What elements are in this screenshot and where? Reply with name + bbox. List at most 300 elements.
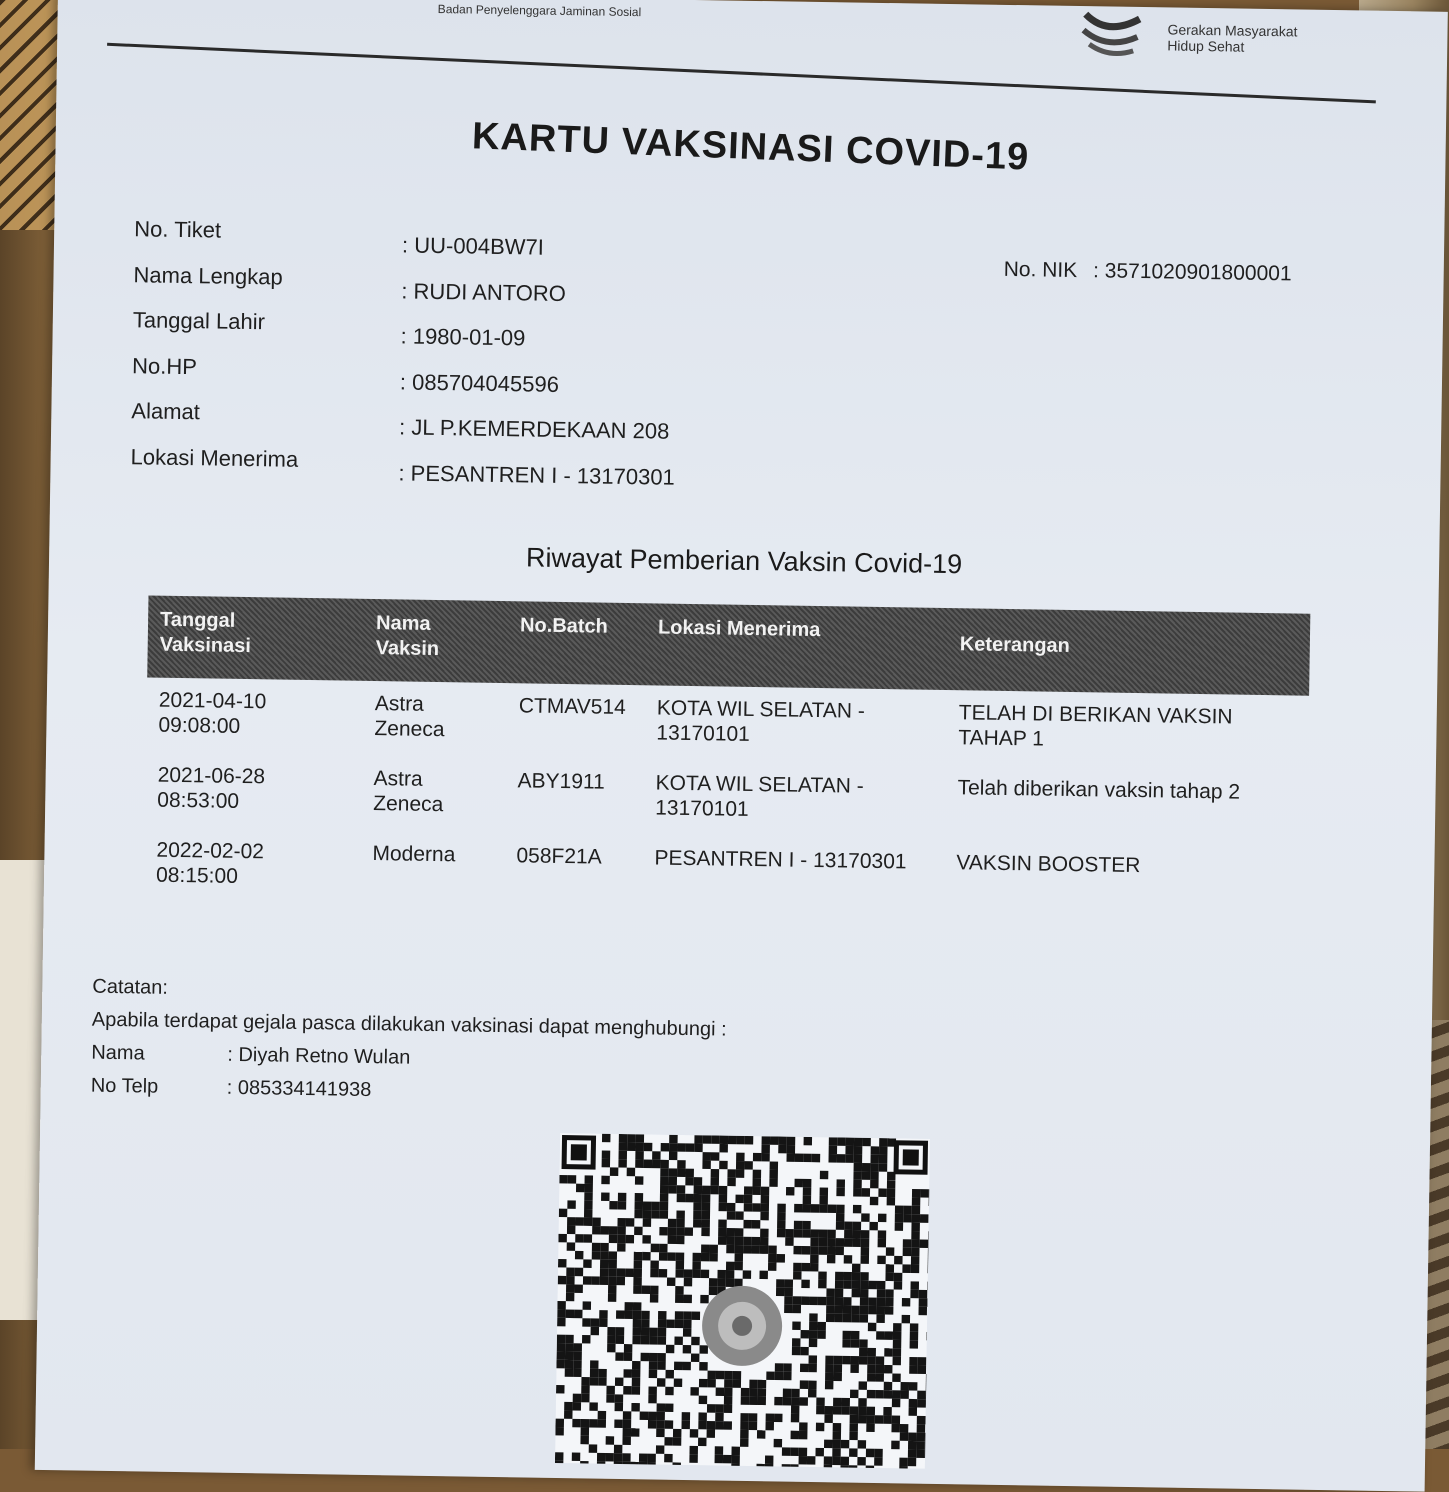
qr-module bbox=[775, 1372, 784, 1381]
qr-module bbox=[902, 1298, 911, 1307]
qr-module bbox=[659, 1252, 668, 1261]
qr-module bbox=[657, 1403, 666, 1412]
qr-module bbox=[719, 1203, 728, 1212]
qr-module bbox=[617, 1268, 626, 1277]
qr-module bbox=[632, 1378, 641, 1387]
info-label: Lokasi Menerima bbox=[130, 443, 299, 472]
qr-module bbox=[820, 1171, 829, 1180]
qr-module bbox=[630, 1462, 639, 1469]
qr-module bbox=[668, 1236, 677, 1245]
cell-vaccine bbox=[374, 691, 515, 743]
qr-module bbox=[639, 1462, 648, 1469]
contact-value: : 085334141938 bbox=[226, 1076, 372, 1102]
notes-text: Apabila terdapat gejala pasca dilakukan vaksinasi dapat menghubungi : bbox=[91, 1008, 727, 1041]
qr-module bbox=[590, 1377, 599, 1386]
qr-module bbox=[622, 1462, 631, 1469]
qr-module bbox=[824, 1456, 833, 1465]
qr-module bbox=[575, 1234, 584, 1243]
qr-module bbox=[656, 1420, 665, 1429]
qr-module bbox=[567, 1242, 576, 1251]
qr-module bbox=[635, 1151, 644, 1160]
qr-module bbox=[600, 1243, 609, 1252]
qr-module bbox=[701, 1253, 710, 1262]
qr-module bbox=[842, 1356, 851, 1365]
qr-module bbox=[903, 1206, 912, 1215]
qr-module bbox=[912, 1214, 921, 1223]
qr-module bbox=[893, 1340, 902, 1349]
qr-module bbox=[709, 1278, 718, 1287]
qr-module bbox=[883, 1415, 892, 1424]
qr-module bbox=[894, 1256, 903, 1265]
qr-module bbox=[792, 1347, 801, 1356]
qr-module bbox=[784, 1288, 793, 1297]
qr-module bbox=[909, 1407, 918, 1416]
qr-module bbox=[852, 1280, 861, 1289]
qr-module bbox=[677, 1168, 686, 1177]
qr-module bbox=[861, 1247, 870, 1256]
qr-module bbox=[658, 1311, 667, 1320]
qr-finder-top-left bbox=[562, 1135, 597, 1170]
qr-module bbox=[585, 1175, 594, 1184]
qr-module bbox=[833, 1431, 842, 1440]
qr-module bbox=[615, 1352, 624, 1361]
qr-module bbox=[794, 1204, 803, 1213]
qr-module bbox=[693, 1219, 702, 1228]
qr-module bbox=[791, 1397, 800, 1406]
header-line: Nama bbox=[375, 612, 431, 635]
qr-module bbox=[827, 1238, 836, 1247]
qr-module bbox=[868, 1297, 877, 1306]
qr-module bbox=[824, 1465, 833, 1469]
qr-module bbox=[876, 1365, 885, 1374]
nik-field bbox=[1004, 258, 1292, 287]
qr-module bbox=[609, 1201, 618, 1210]
qr-module bbox=[911, 1239, 920, 1248]
qr-module bbox=[927, 1282, 930, 1291]
qr-module bbox=[724, 1371, 733, 1380]
cell-location bbox=[654, 845, 949, 875]
qr-module bbox=[632, 1386, 641, 1395]
qr-module bbox=[793, 1305, 802, 1314]
qr-module bbox=[819, 1246, 828, 1255]
qr-module bbox=[870, 1197, 879, 1206]
qr-module bbox=[902, 1315, 911, 1324]
qr-module bbox=[632, 1369, 641, 1378]
qr-module bbox=[885, 1306, 894, 1315]
cell-line: Zeneca bbox=[373, 792, 444, 817]
qr-module bbox=[800, 1364, 809, 1373]
qr-module bbox=[777, 1254, 786, 1263]
qr-module bbox=[799, 1422, 808, 1431]
qr-module bbox=[592, 1218, 601, 1227]
qr-module bbox=[580, 1436, 589, 1445]
qr-module bbox=[634, 1210, 643, 1219]
qr-module bbox=[820, 1188, 829, 1197]
qr-module bbox=[782, 1464, 791, 1469]
qr-module bbox=[657, 1378, 666, 1387]
qr-module bbox=[884, 1390, 893, 1399]
qr-module bbox=[724, 1388, 733, 1397]
qr-module bbox=[752, 1186, 761, 1195]
info-label: Alamat bbox=[131, 398, 201, 425]
qr-module bbox=[769, 1170, 778, 1179]
qr-module bbox=[892, 1399, 901, 1408]
qr-module bbox=[675, 1286, 684, 1295]
qr-module bbox=[736, 1169, 745, 1178]
qr-module bbox=[656, 1429, 665, 1438]
qr-module bbox=[567, 1200, 576, 1209]
qr-module bbox=[885, 1289, 894, 1298]
qr-module bbox=[572, 1452, 581, 1461]
qr-module bbox=[607, 1327, 616, 1336]
qr-module bbox=[631, 1428, 640, 1437]
qr-module bbox=[899, 1458, 908, 1467]
qr-module bbox=[860, 1255, 869, 1264]
info-value: : PESANTREN I - 13170301 bbox=[398, 459, 675, 490]
qr-module bbox=[699, 1362, 708, 1371]
qr-module bbox=[920, 1189, 929, 1198]
qr-module bbox=[740, 1421, 749, 1430]
page-title: KARTU VAKSINASI COVID-19 bbox=[471, 115, 1030, 179]
qr-module bbox=[669, 1177, 678, 1186]
qr-module bbox=[903, 1214, 912, 1223]
qr-module bbox=[558, 1259, 567, 1268]
qr-module bbox=[928, 1248, 930, 1257]
qr-module bbox=[573, 1343, 582, 1352]
qr-module bbox=[812, 1154, 821, 1163]
qr-module bbox=[908, 1441, 917, 1450]
qr-module bbox=[692, 1312, 701, 1321]
qr-module bbox=[717, 1270, 726, 1279]
qr-module bbox=[853, 1188, 862, 1197]
qr-module bbox=[757, 1397, 766, 1406]
qr-module bbox=[850, 1390, 859, 1399]
qr-module bbox=[567, 1217, 576, 1226]
qr-module bbox=[694, 1135, 703, 1144]
qr-module bbox=[711, 1152, 720, 1161]
qr-module bbox=[575, 1251, 584, 1260]
cell-line: KOTA WIL SELATAN - bbox=[655, 771, 864, 798]
qr-module bbox=[617, 1277, 626, 1286]
qr-module bbox=[827, 1230, 836, 1239]
qr-module bbox=[842, 1339, 851, 1348]
qr-module bbox=[745, 1136, 754, 1145]
qr-module bbox=[853, 1205, 862, 1214]
qr-module bbox=[649, 1370, 658, 1379]
qr-module bbox=[668, 1185, 677, 1194]
qr-module bbox=[809, 1339, 818, 1348]
qr-module bbox=[565, 1368, 574, 1377]
qr-module bbox=[622, 1436, 631, 1445]
qr-module bbox=[650, 1286, 659, 1295]
notes-heading: Catatan: bbox=[92, 975, 169, 999]
qr-module bbox=[665, 1420, 674, 1429]
qr-module bbox=[760, 1212, 769, 1221]
qr-module bbox=[900, 1390, 909, 1399]
qr-module bbox=[674, 1336, 683, 1345]
qr-module bbox=[752, 1178, 761, 1187]
qr-module bbox=[685, 1227, 694, 1236]
qr-module bbox=[582, 1335, 591, 1344]
qr-module bbox=[609, 1226, 618, 1235]
qr-module bbox=[794, 1179, 803, 1188]
qr-module bbox=[786, 1153, 795, 1162]
qr-module bbox=[618, 1159, 627, 1168]
qr-module bbox=[841, 1457, 850, 1466]
qr-module bbox=[802, 1246, 811, 1255]
qr-module bbox=[774, 1414, 783, 1423]
info-value: : 085704045596 bbox=[399, 368, 560, 397]
qr-module bbox=[879, 1155, 888, 1164]
qr-module bbox=[740, 1438, 749, 1447]
qr-module bbox=[826, 1305, 835, 1314]
qr-module bbox=[591, 1327, 600, 1336]
qr-module bbox=[854, 1154, 863, 1163]
qr-module bbox=[836, 1221, 845, 1230]
qr-module bbox=[699, 1379, 708, 1388]
qr-module bbox=[690, 1429, 699, 1438]
qr-module bbox=[911, 1265, 920, 1274]
qr-module bbox=[918, 1365, 927, 1374]
qr-module bbox=[777, 1212, 786, 1221]
qr-module bbox=[843, 1297, 852, 1306]
qr-module bbox=[861, 1230, 870, 1239]
qr-module bbox=[778, 1145, 787, 1154]
qr-module bbox=[785, 1279, 794, 1288]
qr-module bbox=[900, 1424, 909, 1433]
qr-module bbox=[858, 1407, 867, 1416]
qr-module bbox=[694, 1186, 703, 1195]
qr-module bbox=[928, 1265, 931, 1274]
qr-module bbox=[682, 1412, 691, 1421]
qr-module bbox=[665, 1370, 674, 1379]
qr-module bbox=[683, 1345, 692, 1354]
qr-module bbox=[816, 1397, 825, 1406]
qr-module bbox=[809, 1313, 818, 1322]
qr-module bbox=[851, 1356, 860, 1365]
qr-module bbox=[900, 1432, 909, 1441]
notes-section bbox=[91, 971, 728, 1113]
qr-module bbox=[608, 1277, 617, 1286]
qr-module bbox=[698, 1438, 707, 1447]
qr-module bbox=[852, 1272, 861, 1281]
qr-module bbox=[633, 1327, 642, 1336]
qr-module bbox=[808, 1364, 817, 1373]
qr-module bbox=[557, 1301, 566, 1310]
qr-module bbox=[616, 1310, 625, 1319]
qr-module bbox=[803, 1154, 812, 1163]
qr-module bbox=[691, 1354, 700, 1363]
qr-module bbox=[701, 1219, 710, 1228]
qr-module bbox=[926, 1382, 930, 1391]
qr-module bbox=[698, 1421, 707, 1430]
qr-module bbox=[555, 1419, 564, 1428]
qr-module bbox=[589, 1419, 598, 1428]
qr-module bbox=[719, 1161, 728, 1170]
qr-module bbox=[870, 1155, 879, 1164]
qr-module bbox=[601, 1176, 610, 1185]
qr-module bbox=[616, 1336, 625, 1345]
table-header-cell bbox=[658, 616, 953, 646]
qr-module bbox=[641, 1328, 650, 1337]
qr-module bbox=[878, 1188, 887, 1197]
qr-module bbox=[911, 1223, 920, 1232]
qr-module bbox=[893, 1348, 902, 1357]
qr-module bbox=[766, 1413, 775, 1422]
qr-module bbox=[819, 1238, 828, 1247]
qr-module bbox=[606, 1394, 615, 1403]
qr-module bbox=[877, 1256, 886, 1265]
qr-module bbox=[557, 1318, 566, 1327]
qr-module bbox=[894, 1281, 903, 1290]
qr-module bbox=[608, 1293, 617, 1302]
logo-text bbox=[1167, 21, 1297, 55]
qr-module bbox=[664, 1454, 673, 1463]
qr-module bbox=[870, 1172, 879, 1181]
qr-module bbox=[743, 1245, 752, 1254]
qr-module bbox=[774, 1397, 783, 1406]
qr-module bbox=[916, 1441, 925, 1450]
qr-module bbox=[627, 1168, 636, 1177]
qr-module bbox=[565, 1352, 574, 1361]
qr-module bbox=[641, 1353, 650, 1362]
qr-module bbox=[669, 1135, 678, 1144]
qr-module bbox=[777, 1220, 786, 1229]
qr-module bbox=[677, 1194, 686, 1203]
qr-module bbox=[598, 1369, 607, 1378]
qr-module bbox=[753, 1170, 762, 1179]
qr-module bbox=[648, 1386, 657, 1395]
qr-module bbox=[652, 1151, 661, 1160]
info-value: : UU-004BW7I bbox=[401, 232, 545, 260]
cell-line: 2022-02-02 bbox=[156, 838, 265, 864]
qr-module bbox=[843, 1331, 852, 1340]
qr-module bbox=[633, 1319, 642, 1328]
qr-module bbox=[623, 1420, 632, 1429]
qr-module bbox=[592, 1243, 601, 1252]
qr-module bbox=[837, 1154, 846, 1163]
qr-module bbox=[849, 1432, 858, 1441]
qr-module bbox=[859, 1356, 868, 1365]
qr-module bbox=[844, 1238, 853, 1247]
qr-module bbox=[598, 1411, 607, 1420]
qr-module bbox=[829, 1146, 838, 1155]
qr-module bbox=[727, 1178, 736, 1187]
qr-module bbox=[557, 1351, 566, 1360]
qr-module bbox=[910, 1340, 919, 1349]
qr-module bbox=[584, 1217, 593, 1226]
qr-module bbox=[666, 1345, 675, 1354]
qr-module bbox=[926, 1332, 930, 1341]
qr-module bbox=[791, 1405, 800, 1414]
qr-module bbox=[925, 1433, 930, 1442]
qr-module bbox=[765, 1422, 774, 1431]
qr-module bbox=[735, 1253, 744, 1262]
qr-module bbox=[916, 1449, 925, 1458]
qr-module bbox=[761, 1187, 770, 1196]
qr-module bbox=[835, 1280, 844, 1289]
qr-module bbox=[633, 1302, 642, 1311]
qr-module bbox=[667, 1278, 676, 1287]
qr-module bbox=[693, 1202, 702, 1211]
header-line: No.Batch bbox=[519, 614, 609, 638]
qr-module bbox=[736, 1153, 745, 1162]
qr-module bbox=[791, 1431, 800, 1440]
cell-note bbox=[956, 850, 1301, 880]
qr-module bbox=[799, 1456, 808, 1465]
qr-module bbox=[658, 1319, 667, 1328]
qr-module bbox=[566, 1284, 575, 1293]
qr-module bbox=[711, 1135, 720, 1144]
qr-module bbox=[557, 1335, 566, 1344]
qr-module bbox=[634, 1252, 643, 1261]
qr-module bbox=[867, 1365, 876, 1374]
qr-module bbox=[825, 1381, 834, 1390]
qr-module bbox=[857, 1457, 866, 1466]
cell-batch: ABY1911 bbox=[517, 769, 605, 794]
qr-module bbox=[660, 1168, 669, 1177]
qr-module bbox=[860, 1289, 869, 1298]
qr-module bbox=[634, 1260, 643, 1269]
qr-module bbox=[744, 1161, 753, 1170]
qr-module bbox=[691, 1337, 700, 1346]
qr-module bbox=[886, 1264, 895, 1273]
qr-module bbox=[743, 1220, 752, 1229]
qr-module bbox=[724, 1396, 733, 1405]
qr-module bbox=[625, 1268, 634, 1277]
qr-module bbox=[665, 1404, 674, 1413]
qr-module bbox=[619, 1151, 628, 1160]
qr-module bbox=[635, 1193, 644, 1202]
qr-module bbox=[581, 1427, 590, 1436]
qr-module bbox=[743, 1237, 752, 1246]
qr-module bbox=[879, 1163, 888, 1172]
qr-module bbox=[556, 1360, 565, 1369]
qr-module bbox=[557, 1343, 566, 1352]
qr-module bbox=[584, 1234, 593, 1243]
qr-module bbox=[644, 1160, 653, 1169]
qr-module bbox=[715, 1446, 724, 1455]
qr-module bbox=[804, 1137, 813, 1146]
qr-module bbox=[785, 1237, 794, 1246]
qr-module bbox=[925, 1450, 930, 1459]
qr-module bbox=[912, 1189, 921, 1198]
personal-info bbox=[130, 216, 834, 500]
qr-module bbox=[867, 1348, 876, 1357]
qr-module bbox=[676, 1252, 685, 1261]
qr-module bbox=[911, 1248, 920, 1257]
qr-module bbox=[649, 1336, 658, 1345]
cell-line: Zeneca bbox=[374, 717, 445, 742]
qr-module bbox=[861, 1213, 870, 1222]
qr-module bbox=[818, 1272, 827, 1281]
qr-module bbox=[573, 1368, 582, 1377]
qr-module bbox=[660, 1185, 669, 1194]
qr-module bbox=[675, 1294, 684, 1303]
qr-module bbox=[634, 1227, 643, 1236]
qr-module bbox=[619, 1142, 628, 1151]
qr-module bbox=[760, 1237, 769, 1246]
qr-module bbox=[614, 1453, 623, 1462]
qr-module bbox=[707, 1379, 716, 1388]
qr-module bbox=[895, 1214, 904, 1223]
qr-code bbox=[555, 1133, 930, 1469]
qr-module bbox=[723, 1455, 732, 1464]
qr-module bbox=[701, 1244, 710, 1253]
qr-module bbox=[641, 1311, 650, 1320]
qr-module bbox=[597, 1419, 606, 1428]
qr-module bbox=[683, 1295, 692, 1304]
